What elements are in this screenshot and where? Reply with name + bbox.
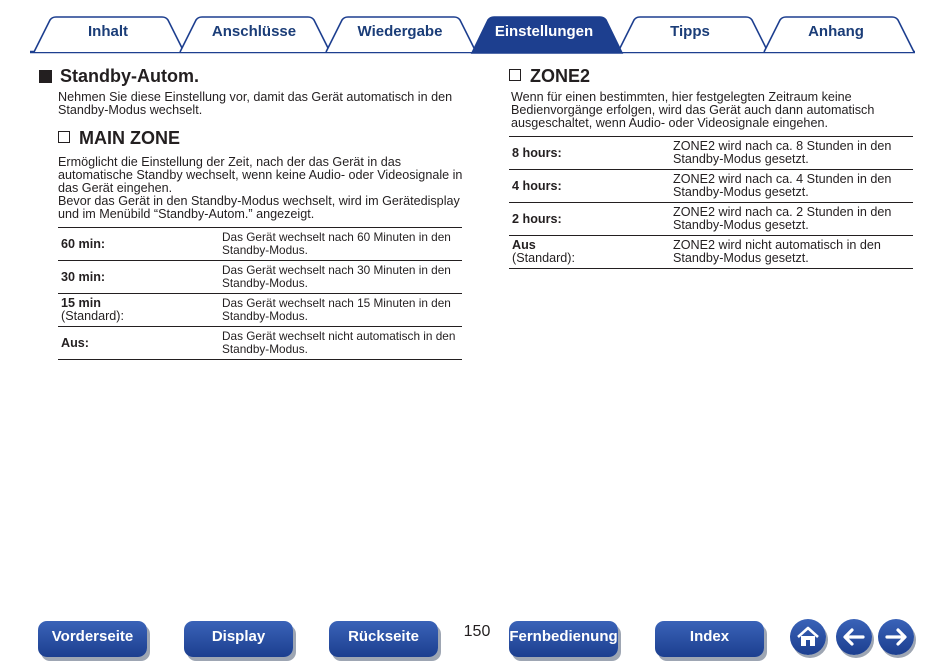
front-page-button[interactable]: Vorderseite	[38, 621, 147, 657]
section-heading	[38, 64, 464, 88]
table-row	[58, 261, 462, 294]
option-name-cell	[58, 261, 219, 294]
tab-einstellungen[interactable]: Einstellungen	[494, 23, 594, 40]
option-name-cell	[58, 228, 219, 261]
table-row	[509, 137, 913, 170]
section-title: Standby-Autom.	[60, 66, 199, 86]
main-zone-description	[58, 156, 464, 221]
main-zone-heading	[58, 126, 464, 150]
option-name-cell	[58, 327, 219, 360]
tab-wiedergabe[interactable]: Wiedergabe	[357, 23, 443, 40]
tab-anhang[interactable]: Anhang	[808, 23, 864, 40]
option-name: 30 min:	[61, 269, 106, 284]
option-description: Das Gerät wechselt nicht automatisch in den Standby-Modus.	[219, 327, 462, 360]
option-description: ZONE2 wird nach ca. 4 Stunden in den Standby-Modus gesetzt.	[670, 170, 913, 203]
index-button[interactable]: Index	[655, 621, 764, 657]
zone2-title: ZONE2	[530, 66, 591, 86]
table-row	[58, 327, 462, 360]
option-default-label: (Standard):	[512, 251, 575, 265]
home-icon	[790, 619, 826, 655]
checkbox-bullet-icon	[509, 69, 521, 81]
right-column	[509, 64, 917, 269]
tab-bar	[0, 0, 950, 56]
main-zone-desc-1: Ermöglicht die Einstellung der Zeit, nach der das Gerät in das automatische Standby wechselt, wenn keine Audio- oder Videosignale in das Gerät eingehen.	[58, 155, 463, 195]
checkbox-bullet-icon	[58, 131, 70, 143]
table-row	[58, 228, 462, 261]
left-column	[38, 64, 464, 360]
option-description: ZONE2 wird nicht automatisch in den Standby-Modus gesetzt.	[670, 236, 913, 269]
remote-control-button[interactable]: Fernbedienung	[509, 621, 618, 657]
table-row	[509, 236, 913, 269]
option-description: Das Gerät wechselt nach 60 Minuten in den Standby-Modus.	[219, 228, 462, 261]
option-name: 15 min	[61, 296, 101, 310]
arrow-right-icon	[878, 619, 914, 655]
option-name-cell	[58, 294, 219, 327]
option-name-cell	[509, 236, 670, 269]
main-zone-options-table	[58, 227, 462, 360]
zone2-description: Wenn für einen bestimmten, hier festgelegten Zeitraum keine Bedienvorgänge erfolgen, wird das Gerät auch dann automatisch ausgeschaltet, wenn Audio- oder Videosignale eingehen.	[511, 90, 875, 130]
option-description: Das Gerät wechselt nach 15 Minuten in den Standby-Modus.	[219, 294, 462, 327]
arrow-left-icon	[836, 619, 872, 655]
display-button[interactable]: Display	[184, 621, 293, 657]
option-description: ZONE2 wird nach ca. 2 Stunden in den Standby-Modus gesetzt.	[670, 203, 913, 236]
option-default-label: (Standard):	[61, 309, 124, 323]
option-name: Aus	[512, 238, 536, 252]
option-name-cell	[509, 137, 670, 170]
option-name: 60 min:	[61, 236, 106, 251]
tab-tipps[interactable]: Tipps	[670, 23, 710, 40]
option-name: 2 hours:	[512, 211, 562, 226]
option-name: Aus:	[61, 335, 89, 350]
main-zone-desc-2: Bevor das Gerät in den Standby-Modus wechselt, wird im Gerätedisplay und im Menübild “Standby-Autom.” angezeigt.	[58, 194, 460, 221]
tab-anschluesse[interactable]: Anschlüsse	[211, 23, 297, 40]
option-name: 4 hours:	[512, 178, 562, 193]
previous-page-button[interactable]	[836, 619, 872, 655]
home-button[interactable]	[790, 619, 826, 655]
table-row	[509, 170, 913, 203]
back-panel-button[interactable]: Rückseite	[329, 621, 438, 657]
option-name-cell	[509, 170, 670, 203]
option-name-cell	[509, 203, 670, 236]
option-description: ZONE2 wird nach ca. 8 Stunden in den Standby-Modus gesetzt.	[670, 137, 913, 170]
zone2-heading	[509, 64, 917, 88]
square-bullet-icon	[39, 70, 52, 83]
zone2-options-table	[509, 136, 913, 269]
next-page-button[interactable]	[878, 619, 914, 655]
table-row	[58, 294, 462, 327]
main-zone-title: MAIN ZONE	[79, 128, 180, 148]
tab-inhalt[interactable]: Inhalt	[88, 23, 128, 40]
intro-text: Nehmen Sie diese Einstellung vor, damit das Gerät automatisch in den Standby-Modus wechselt.	[58, 90, 453, 117]
table-row	[509, 203, 913, 236]
option-description: Das Gerät wechselt nach 30 Minuten in den Standby-Modus.	[219, 261, 462, 294]
page-number: 150	[463, 623, 491, 640]
option-name: 8 hours:	[512, 145, 562, 160]
